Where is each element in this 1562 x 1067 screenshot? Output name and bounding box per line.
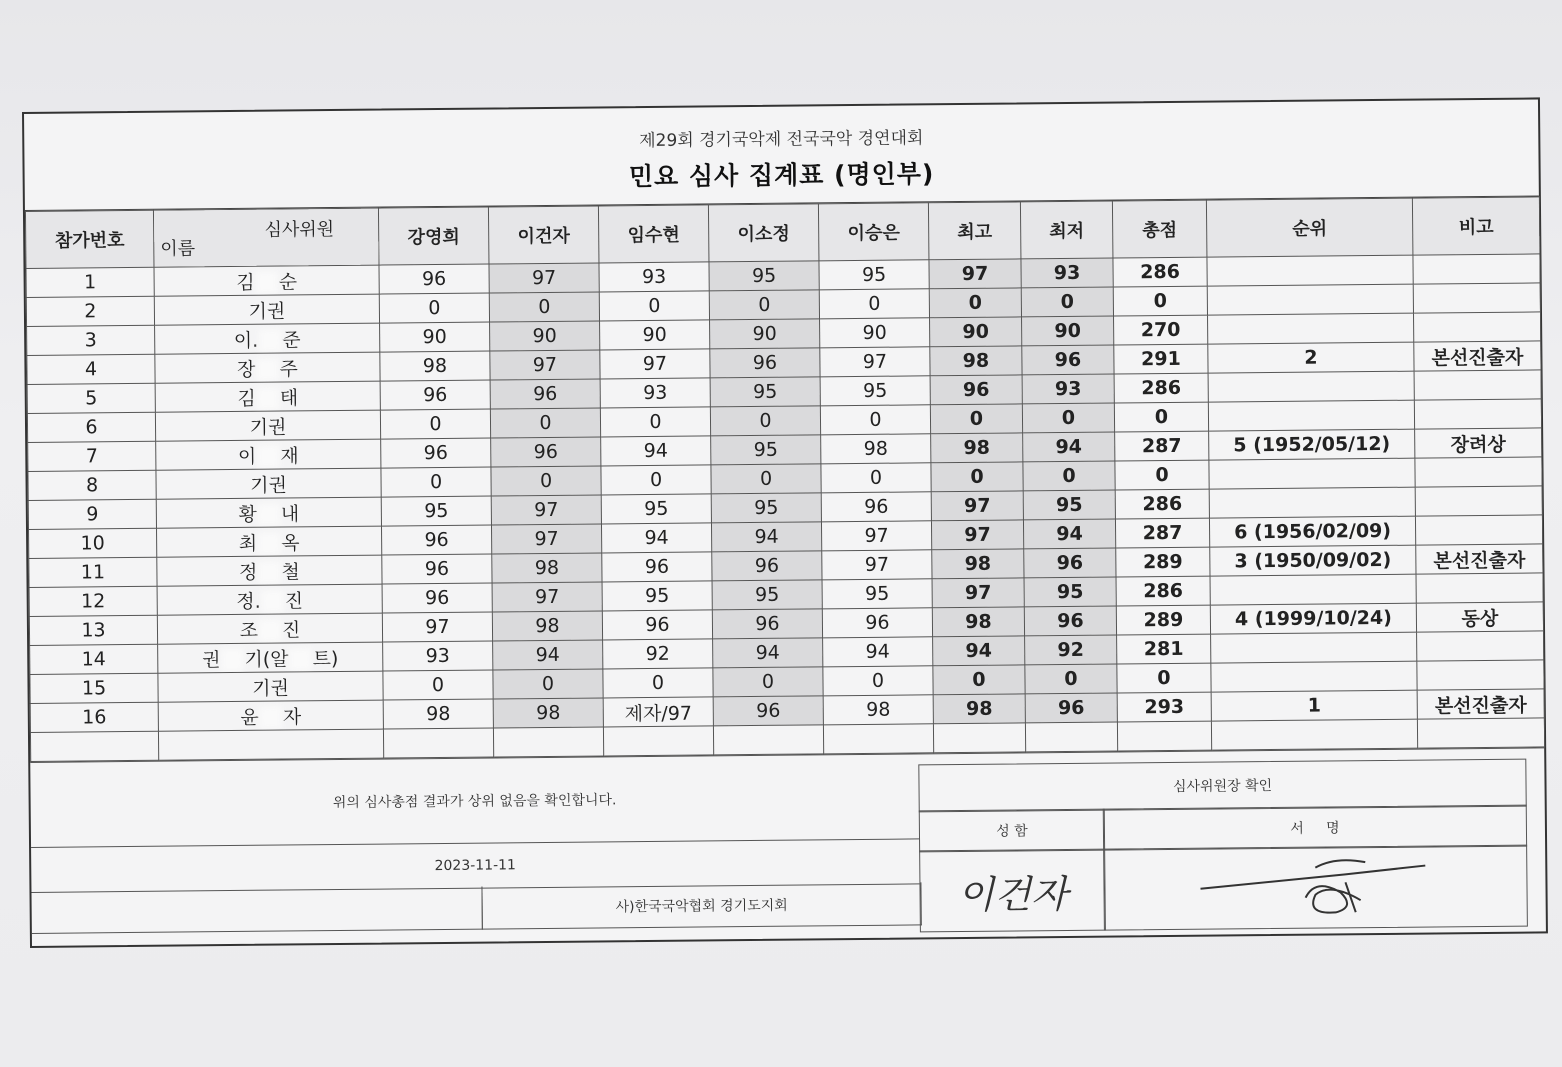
rank-cell [1210,574,1416,605]
name-cell [158,642,383,673]
name-part: 황 [238,503,257,526]
note-cell [1413,283,1540,313]
judge-score-cell: 96 [382,554,492,584]
empty-cell [933,723,1025,753]
name-part: 진 [284,589,304,613]
note-cell [1415,486,1542,516]
note-cell: 본선진출자 [1414,341,1541,371]
judge-score-cell: 0 [599,291,709,321]
judge-score-cell: 98 [492,553,602,583]
judge-score-cell: 90 [380,322,490,352]
rank-cell: 2 [1208,342,1414,373]
rank-cell: 6 (1956/02/09) [1209,516,1415,547]
note-cell [1413,312,1540,342]
judge-score-cell: 95 [602,581,712,611]
judge-score-cell: 94 [713,638,823,668]
redaction-mark [259,330,281,352]
note-cell [1415,515,1542,545]
entry-number-cell: 1 [26,267,154,297]
judge-score-cell: 0 [491,466,601,496]
max-score-cell: 94 [933,636,1025,666]
footer-organization: 사)한국국악협회 경기도지회 [481,882,921,929]
total-score-cell: 287 [1115,431,1209,461]
min-score-cell: 95 [1023,490,1115,520]
judge-score-cell: 94 [493,640,603,670]
max-score-cell: 97 [931,491,1023,521]
empty-cell [713,725,823,755]
col-judge-3: 임수현 [598,205,709,263]
empty-cell [493,727,603,757]
judge-score-cell: 98 [493,698,603,728]
score-table [25,196,1545,762]
judge-score-cell: 0 [601,465,711,495]
rank-cell: 3 (1950/09/02) [1210,545,1416,576]
judge-score-cell: 95 [381,496,491,526]
judge-score-cell: 95 [710,377,820,407]
judge-score-cell: 90 [820,318,930,348]
judge-score-cell: 0 [600,407,710,437]
judge-score-cell: 97 [600,349,710,379]
rank-cell [1207,255,1413,286]
judge-score-cell: 96 [713,696,823,726]
judge-score-cell: 93 [600,378,710,408]
total-score-cell: 289 [1116,605,1210,635]
rank-cell [1208,371,1414,402]
signature-cell [1103,845,1528,931]
redaction-mark [260,707,282,729]
name-cell [156,497,381,528]
note-cell [1417,631,1544,661]
total-score-cell: 0 [1115,460,1209,490]
judge-score-cell: 98 [821,434,931,464]
name-part: 기권 [250,473,288,497]
judge-score-cell: 90 [600,320,710,350]
sheet-title: 민요 심사 집계표 (명인부) [628,159,935,192]
sheet-footer [30,747,1546,1010]
judge-score-cell: 93 [599,262,709,292]
name-part: 순 [278,270,298,294]
judge-score-cell: 96 [712,609,822,639]
judge-score-cell: 96 [381,438,491,468]
entry-number-cell: 8 [28,470,156,500]
redaction-mark [290,648,312,670]
rank-cell [1208,313,1414,344]
judge-score-cell: 97 [490,350,600,380]
max-score-cell: 98 [932,607,1024,637]
redaction-mark [257,446,279,468]
note-cell: 본선진출자 [1417,689,1544,719]
total-score-cell: 286 [1116,576,1210,606]
name-cell [157,555,382,586]
entry-number-cell: 3 [27,325,155,355]
name-cell [156,439,381,470]
name-part: 장 [237,358,256,381]
name-part: 태 [279,386,299,410]
judge-score-cell: 97 [491,495,601,525]
name-part: 자 [282,705,302,729]
note-cell [1417,660,1544,690]
judge-score-cell: 0 [710,406,820,436]
head-judge-confirm: 심사위원장 확인 [918,759,1526,813]
col-max: 최고 [928,202,1021,260]
total-score-cell: 289 [1116,547,1210,577]
judge-score-cell: 96 [821,492,931,522]
name-cell [156,468,381,499]
judge-score-cell: 0 [820,405,930,435]
total-score-cell: 293 [1117,692,1211,722]
sheet-subtitle: 제29회 경기국악제 전국국악 경연대회 [639,128,924,152]
judge-score-cell: 0 [819,289,929,319]
name-cell [158,700,383,731]
judge-score-cell: 0 [381,467,491,497]
judge-score-cell: 0 [380,409,490,439]
col-min: 최저 [1020,201,1113,259]
signature-icon [1195,851,1436,923]
name-part: 준 [282,328,301,352]
total-score-cell: 287 [1115,518,1209,548]
judge-score-cell: 97 [492,582,602,612]
judge-score-cell: 94 [601,436,711,466]
sheet-header [24,99,1539,211]
empty-cell [1417,718,1544,748]
total-score-cell: 286 [1113,257,1207,287]
min-score-cell: 96 [1025,693,1117,723]
redaction-mark [256,359,278,381]
total-score-cell: 0 [1113,286,1207,316]
note-cell: 본선진출자 [1416,544,1543,574]
max-score-cell: 0 [933,665,1025,695]
note-cell: 장려상 [1415,428,1542,458]
judge-score-cell: 95 [712,580,822,610]
judge-score-cell: 0 [383,670,493,700]
min-score-cell: 96 [1022,345,1114,375]
max-score-cell: 98 [930,346,1022,376]
judge-score-cell: 94 [823,637,933,667]
name-part: 재 [280,444,299,468]
total-score-cell: 291 [1114,344,1208,374]
name-part: 정 [238,561,258,584]
sign-label: 서 명 [1103,805,1527,851]
judge-score-cell: 96 [381,525,491,555]
note-cell: 동상 [1416,602,1543,632]
judge-score-cell: 97 [489,263,599,293]
judge-score-cell: 97 [820,347,930,377]
judge-score-cell: 95 [819,260,929,290]
col-judge-5: 이승은 [818,203,929,261]
name-part: 김 [237,387,256,410]
rank-cell [1211,632,1417,663]
empty-cell [383,728,493,758]
max-score-cell: 97 [932,578,1024,608]
col-note: 비고 [1412,197,1540,255]
entry-number-cell: 12 [29,586,157,616]
rank-cell: 1 [1211,690,1417,721]
empty-cell [603,726,713,756]
col-judge-2: 이건자 [488,206,599,264]
entry-number-cell: 7 [28,441,156,471]
max-score-cell: 98 [931,433,1023,463]
redaction-mark [257,388,279,410]
min-score-cell: 0 [1021,287,1113,317]
entry-number-cell: 11 [29,557,157,587]
total-score-cell: 0 [1117,663,1211,693]
judge-score-cell: 96 [602,610,712,640]
name-cell [154,265,379,296]
judge-score-cell: 94 [711,522,821,552]
empty-cell [1117,721,1211,751]
total-score-cell: 286 [1114,373,1208,403]
name-cell [157,584,382,615]
judge-score-cell: 96 [491,437,601,467]
judge-score-cell: 97 [382,612,492,642]
judge-score-cell: 제자/97 [603,697,713,727]
handwritten-name: 이건자 [919,849,1106,933]
rank-cell: 4 (1999/10/24) [1210,603,1416,634]
judge-score-cell: 96 [490,379,600,409]
judge-score-cell: 95 [711,493,821,523]
entry-number-cell: 10 [29,528,157,558]
judge-score-cell: 98 [380,351,490,381]
min-score-cell: 0 [1022,403,1114,433]
judge-score-cell: 96 [382,583,492,613]
judge-score-cell: 97 [822,550,932,580]
judge-score-cell: 95 [822,579,932,609]
note-cell [1416,573,1543,603]
entry-number-cell: 6 [27,412,155,442]
name-part: 기권 [249,415,287,439]
total-score-cell: 0 [1114,402,1208,432]
empty-cell [1211,719,1417,750]
name-part: 윤 [240,706,259,729]
empty-cell [823,724,933,754]
empty-cell [1025,722,1117,752]
min-score-cell: 92 [1025,635,1117,665]
redaction-mark [262,591,284,613]
total-score-cell: 281 [1117,634,1211,664]
judge-score-cell: 0 [493,669,603,699]
total-score-cell: 286 [1115,489,1209,519]
name-cell [155,352,380,383]
entry-number-cell: 2 [26,296,154,326]
max-score-cell: 97 [929,259,1021,289]
name-cell [155,410,380,441]
entry-number-cell: 16 [30,702,158,732]
name-part: 기(알 [244,647,289,671]
footer-date: 2023-11-11 [31,838,919,893]
judge-score-cell: 98 [383,699,493,729]
empty-cell [30,731,158,761]
name-part: 이 [237,445,257,468]
redaction-mark [221,649,243,671]
rank-cell [1209,487,1415,518]
min-score-cell: 0 [1023,461,1115,491]
name-cell [157,526,382,557]
name-cell [157,613,382,644]
rank-cell [1207,284,1413,315]
rank-cell [1211,661,1417,692]
judge-score-cell: 0 [821,463,931,493]
col-name-label: 이름 [160,238,196,260]
min-score-cell: 93 [1022,374,1114,404]
entry-number-cell: 13 [29,615,157,645]
judge-score-cell: 0 [713,667,823,697]
max-score-cell: 98 [933,694,1025,724]
name-part: 최 [238,532,258,555]
max-score-cell: 98 [932,549,1024,579]
note-cell [1415,457,1542,487]
empty-cell [158,729,383,760]
col-entry-number: 참가번호 [25,210,154,268]
judge-score-cell: 96 [822,608,932,638]
rank-cell [1208,400,1414,431]
note-cell [1414,370,1541,400]
name-cell [154,294,379,325]
col-total: 총점 [1112,200,1207,258]
judge-score-cell: 0 [379,293,489,323]
redaction-mark [258,562,280,584]
judge-score-cell: 0 [603,668,713,698]
max-score-cell: 0 [930,404,1022,434]
judge-score-cell: 96 [379,264,489,294]
name-cell [155,323,380,354]
name-part: 내 [280,502,300,526]
max-score-cell: 90 [930,317,1022,347]
min-score-cell: 96 [1024,606,1116,636]
note-cell [1413,254,1540,284]
rank-cell: 5 (1952/05/12) [1209,429,1415,460]
min-score-cell: 96 [1024,548,1116,578]
name-part: 옥 [281,531,300,555]
name-part: 이. [233,329,259,352]
name-cell [158,671,383,702]
judge-score-cell: 0 [709,290,819,320]
name-cell [155,381,380,412]
entry-number-cell: 9 [28,499,156,529]
judge-score-cell: 96 [602,552,712,582]
judge-score-cell: 92 [603,639,713,669]
min-score-cell: 90 [1022,316,1114,346]
col-judges-label: 심사위원 [264,219,335,241]
name-part: 정. [236,590,261,613]
total-score-cell: 270 [1114,315,1208,345]
max-score-cell: 0 [929,288,1021,318]
entry-number-cell: 4 [27,354,155,384]
entry-number-cell: 5 [27,383,155,413]
max-score-cell: 96 [930,375,1022,405]
judge-score-cell: 96 [710,348,820,378]
min-score-cell: 94 [1023,432,1115,462]
judge-score-cell: 98 [492,611,602,641]
min-score-cell: 93 [1021,258,1113,288]
redaction-mark [256,272,278,294]
judge-score-cell: 90 [490,321,600,351]
name-part: 주 [279,357,298,381]
judge-score-cell: 97 [491,524,601,554]
min-score-cell: 94 [1023,519,1115,549]
name-part: 진 [281,618,301,642]
col-judge-name-diagonal [153,208,379,267]
judge-score-cell: 0 [490,408,600,438]
entry-number-cell: 15 [30,673,158,703]
judge-score-cell: 95 [601,494,711,524]
max-score-cell: 0 [931,462,1023,492]
name-part: 기권 [248,299,286,323]
name-label: 성 함 [919,809,1105,853]
judge-score-cell: 0 [711,464,821,494]
judge-score-cell: 95 [820,376,930,406]
col-rank: 순위 [1206,198,1413,257]
name-part: 김 [236,271,255,294]
name-part: 트) [312,647,339,670]
note-cell [1414,399,1541,429]
judge-score-cell: 97 [821,521,931,551]
entry-number-cell: 14 [30,644,158,674]
redaction-mark [259,620,281,642]
judge-score-cell: 0 [823,666,933,696]
judge-score-cell: 90 [710,319,820,349]
judge-score-cell: 0 [489,292,599,322]
min-score-cell: 0 [1025,664,1117,694]
name-part: 기권 [252,676,290,700]
min-score-cell: 95 [1024,577,1116,607]
col-judge-1: 강영희 [378,207,489,265]
judge-score-cell: 96 [380,380,490,410]
judge-score-cell: 96 [712,551,822,581]
name-part: 철 [281,560,300,584]
table-body [26,254,1545,762]
col-judge-4: 이소정 [708,204,819,262]
judge-score-cell: 95 [709,261,819,291]
judge-score-cell: 95 [711,435,821,465]
score-sheet [22,97,1548,948]
footer-blank-cell [31,887,482,934]
redaction-mark [258,533,280,555]
judge-score-cell: 98 [823,695,933,725]
name-part: 권 [202,648,221,671]
rank-cell [1209,458,1415,489]
judge-score-cell: 94 [601,523,711,553]
name-part: 조 [239,619,259,642]
redaction-mark [258,504,280,526]
judge-score-cell: 93 [383,641,493,671]
confirm-statement: 위의 심사총점 결과가 상위 없음을 확인합니다. [332,792,617,812]
max-score-cell: 97 [931,520,1023,550]
